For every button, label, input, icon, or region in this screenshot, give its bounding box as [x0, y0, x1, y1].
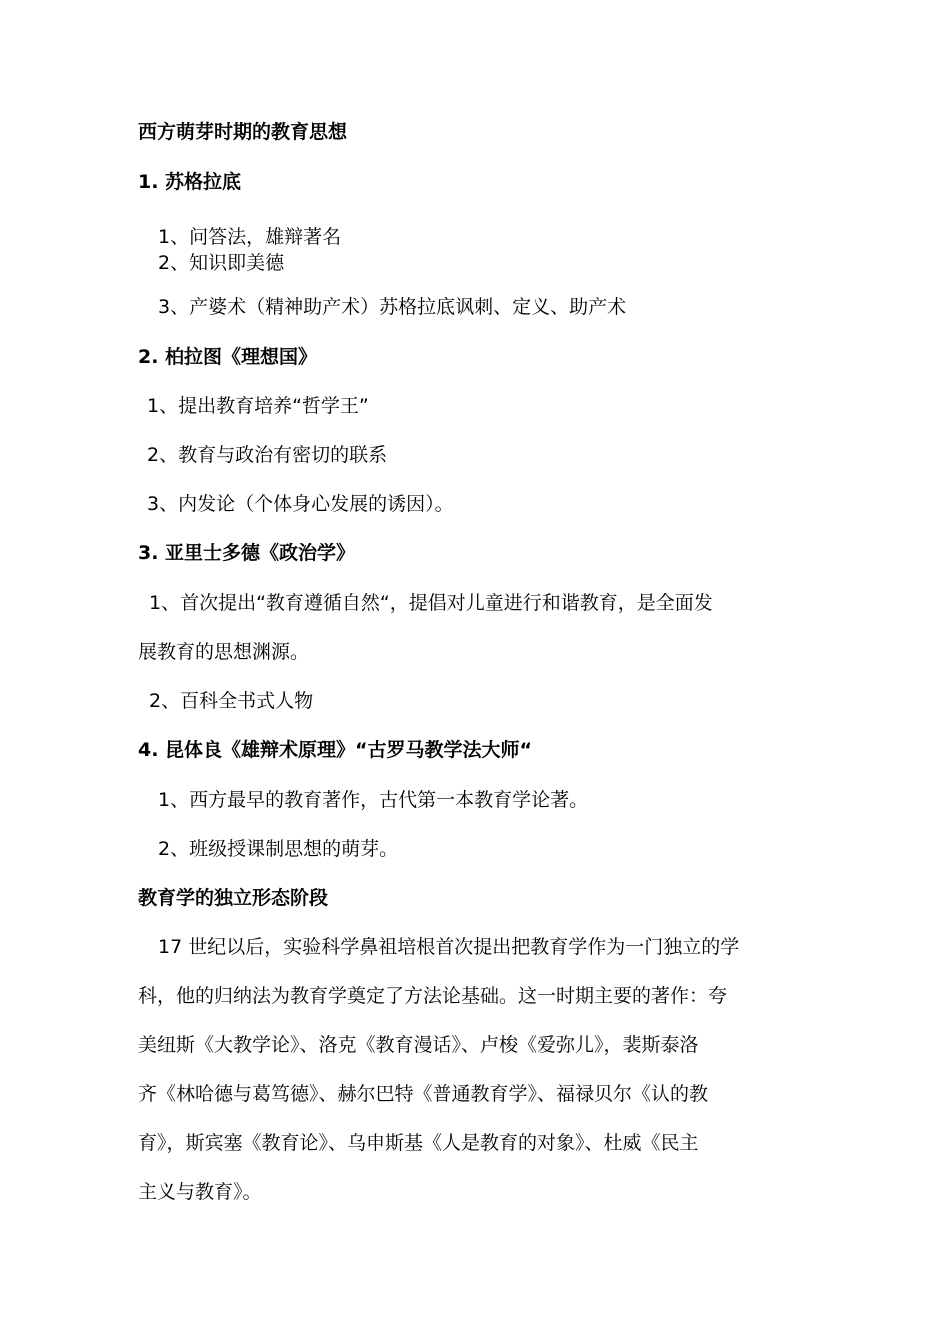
heading-quintilian: 4. 昆体良《雄辩术原理》“古罗马教学法大师“: [138, 739, 533, 761]
socrates-item-3: 3、产婆术（精神助产术）苏格拉底讽刺、定义、助产术: [158, 296, 627, 318]
heading-plato: 2. 柏拉图《理想国》: [138, 346, 318, 368]
section-title-western-origins: 西方萌芽时期的教育思想: [138, 121, 348, 143]
section-title-independent-stage: 教育学的独立形态阶段: [138, 887, 329, 909]
aristotle-item-2: 2、百科全书式人物: [149, 690, 314, 712]
paragraph-line-6: 主义与教育》。: [138, 1181, 262, 1203]
paragraph-line-5: 育》，斯宾塞《教育论》、乌申斯基《人是教育的对象》、杜威《民主: [138, 1132, 699, 1154]
socrates-item-2: 2、知识即美德: [158, 252, 285, 274]
aristotle-item-1-line-1: 1、首次提出“教育遵循自然“，提倡对儿童进行和谐教育，是全面发: [149, 592, 713, 614]
plato-item-1: 1、提出教育培养“哲学王”: [147, 395, 369, 417]
quintilian-item-2: 2、班级授课制思想的萌芽。: [158, 838, 399, 860]
heading-aristotle: 3. 亚里士多德《政治学》: [138, 542, 356, 564]
paragraph-line-1: 17 世纪以后，实验科学鼻祖培根首次提出把教育学作为一门独立的学: [158, 936, 740, 958]
paragraph-line-3: 美纽斯《大教学论》、洛克《教育漫话》、卢梭《爱弥儿》，裴斯泰洛: [138, 1034, 699, 1056]
heading-socrates: 1. 苏格拉底: [138, 171, 242, 193]
paragraph-line-4: 齐《林哈德与葛笃德》、赫尔巴特《普通教育学》、福禄贝尔《认的教: [138, 1083, 709, 1105]
quintilian-item-1: 1、西方最早的教育著作，古代第一本教育学论著。: [158, 789, 589, 811]
plato-item-3: 3、内发论（个体身心发展的诱因）。: [147, 493, 454, 515]
paragraph-line-2: 科，他的归纳法为教育学奠定了方法论基础。这一时期主要的著作：夸: [138, 985, 728, 1007]
plato-item-2: 2、教育与政治有密切的联系: [147, 444, 388, 466]
socrates-item-1: 1、问答法，雄辩著名: [158, 226, 342, 248]
aristotle-item-1-line-2: 展教育的思想渊源。: [138, 641, 310, 663]
